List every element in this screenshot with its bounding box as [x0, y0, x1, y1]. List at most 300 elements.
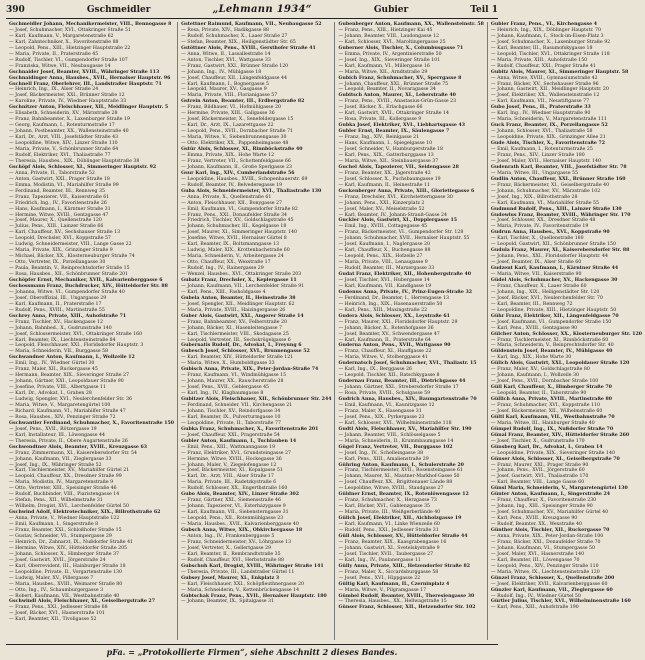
directory-entry: — Leopold, Tischler, XII., Ratschkygasse 8: [338, 373, 440, 379]
directory-entry: — Rudolf, Schlosser, XX., Engerthstraße 160: [181, 486, 288, 492]
directory-entry: Gubesch Josef, Schlosser, XVI., Brunnengasse 52: [181, 349, 310, 355]
directory-entry: Gudzent Karl, Kaufmann, I., Kärntner Straße 44: [490, 266, 619, 272]
directory-entry: — Otto, Vertreter, IX., Porzellangasse 30: [9, 260, 106, 266]
directory-entry: — Rosa, Private, XVIII., Schulgasse 59: [338, 391, 431, 397]
directory-entry: — Josef, Schlosser, X., Puchsbaumgasse 19: [338, 176, 441, 182]
directory-entry: — Maria, Private, XIX., Grinzinger Straße 9: [9, 248, 113, 254]
directory-entry: — Franz, Bäcker, XV., Sechshauser Straße 96: [490, 81, 599, 87]
directory-entry: — Anton, Ing., IV., Frankenberggasse 5: [181, 533, 275, 539]
directory-entry: Gschnaidinger Anna, Hausbes., XVII., Hernalser Hauptstr. 96: [9, 75, 171, 81]
directory-entry: — Franz, Vertreter, VII., Schottenfeldgasse 66: [181, 158, 291, 164]
directory-entry: — Otto, Vertreter, XIII., Speisinger Straße 46: [9, 486, 117, 492]
directory-entry: — Otto, Chauffeur, XX., Wexstraße 17: [181, 260, 271, 266]
directory-entry: Güll Alois, Schlosser, XV., Hütteldorfer Straße 44: [338, 533, 468, 539]
directory-entry: — Heinrich, Ing., XIX., Hasenauerstraße 50: [338, 301, 443, 307]
directory-entry: — Leopold, Tischler, XVI., Ottakringer Straße 118: [490, 51, 610, 57]
directory-entry: Gschnitzer Anton, Fleischhauer, XII., Meidlinger Hauptstr. 5: [9, 105, 169, 111]
directory-entry: Gubsey Josef, Maurer, XI., Enkplatz 3: [181, 575, 280, 581]
directory-entry: — Josef, Schlossermeister, XVI., Ottakringer Straße 160: [9, 331, 143, 337]
directory-entry: — Karl, Beamter, XIV., Hütteldorfer Straße 121: [181, 355, 294, 361]
column-2: [178, 22, 335, 640]
directory-entry: — Franz, Maler, X., Siccardsburggasse 58: [338, 569, 439, 575]
directory-entry: — Karl, Ing., IV., Wiedner Hauptstraße 90: [490, 111, 591, 117]
page-number: 390: [6, 5, 25, 15]
directory-entry: — Hermine, Witwe, XVIII., Gentzgasse 47: [9, 212, 109, 218]
directory-entry: — Josef, Ing., XIX., Billrothstraße 28: [490, 194, 578, 200]
directory-entry: — Franziska, Witwe, VII., Neubaugasse 14: [9, 63, 111, 69]
directory-entry: Güldner Ernst, Beamter, IX., Rotenlöwengasse 12: [338, 492, 469, 498]
directory-entry: — Josef, Bäcker, XVI., Neulerchenfelder Str. 70: [490, 295, 603, 301]
directory-entry: — Maria, Witwe, XII., Steinbauergasse 37: [338, 158, 439, 164]
directory-entry: Günzel Franz, Schlosser, X., Quellenstraße 200: [490, 575, 615, 581]
directory-entry: — Josef, Pens., XIX., Pyrkergasse 23: [338, 414, 425, 420]
directory-entry: Gudera Alois, Schlosser, XX., Leystraße 61: [338, 313, 450, 319]
directory-entry: Guckler Alois, Gastwirt, XI., Dopplergasse 15: [338, 218, 458, 224]
directory-entry: — Franz, Schuhmacher, X., Herzgasse 73: [338, 498, 437, 504]
directory-entry: — Johann, Postbeamter, XX., Wallensteinstraße 40: [9, 129, 129, 135]
directory-entry: — Maria, Private, III., Radetzkystraße 6: [181, 480, 277, 486]
directory-entry: — Karl, Kaufmann, II., Praterstraße 64: [338, 337, 431, 343]
directory-entry: — Emil, Kaufmann, VI., Kaunitzgasse 12: [338, 403, 435, 408]
directory-entry: — Franz, Maler, XII., Ruckergasse 45: [9, 367, 98, 373]
directory-entry: — Karl, Beamter, XII., Tivoligasse 52: [9, 617, 97, 623]
directory-entry: — Rudolf, Ing., IV., Rainergasse 29: [181, 266, 264, 272]
directory-entry: — Maria, Schneiderin, II., Krummbaumgasse 14: [338, 438, 454, 444]
directory-entry: — Franz, Beamter, XX., Jägerstraße 42: [338, 170, 431, 176]
directory-entry: — Leopold, Pens., XIII., Hietzinger Hauptstraße 22: [9, 45, 131, 51]
directory-entry: — Josef, Tischler, XVI., Hubergasse 14: [338, 277, 430, 283]
directory-entry: — Josef, Ing., XIX., Sieveringer Straße 101: [338, 57, 441, 63]
directory-entry: — Heinrich, Ing., XIX., Döblinger Hauptstr. 70: [490, 27, 601, 33]
directory-entry: — Karl, Kaufmann, II., Heinestraße 11: [338, 182, 430, 188]
directory-entry: — Karl, Schlosser, XVI., Maroltingergasse 25: [338, 39, 446, 45]
directory-entry: — Josef, Chauffeur, XII., Längenfeldgasse 44: [181, 75, 287, 81]
directory-entry: Güllich Anna, Private, XVIII., Martinstraße 80: [490, 397, 613, 403]
directory-entry: — Josef, Maler, XVII., Hernalser Hauptstr. 140: [490, 158, 602, 164]
directory-entry: Günser Franz, Schlosser, XII., Hetzendorfer Str. 102: [338, 605, 476, 611]
directory-entry: — Leopold, Beamter, II., Novaragasse 34: [338, 87, 436, 93]
directory-entry: — Franz, Gastwirt, XXI., Brünner Straße 120: [181, 63, 289, 69]
directory-entry: — Franz, Zimmermann, XI., Kaiserebersdorfer Str. 54: [9, 450, 137, 456]
directory-entry: — Leopold, Beamter, II., Taborstraße 90: [490, 391, 587, 397]
directory-entry: — Johann, Pens., XXI., Kinzerplatz 2: [338, 200, 425, 206]
directory-entry: — Franz, Beamter, XIX., Kaasgrabengasse 16: [338, 539, 447, 545]
directory-entry: — Franz, Bahnbeamter, XV., Felberstraße 20: [181, 319, 287, 325]
directory-entry: — Karl, Ing., IV., Paulanergasse 11: [338, 557, 421, 563]
directory-entry: Guderna Anton, Pens., XVII., Wattgasse 90: [338, 343, 451, 349]
directory-entry: — Maria, Witwe, XII., Arndtstraße 29: [338, 69, 428, 75]
directory-entry: — Maria, Schneiderin, V., Arbeitergasse 24: [181, 254, 284, 260]
directory-entry: — Rudolf, Ing., IV., Wiedner Gürtel 50: [490, 593, 581, 599]
directory-entry: Gülich Josef, Elektriker, XII., Aichholzgasse 19: [338, 516, 462, 522]
directory-entry: — Karl, Oberrevident, III., Hainburger Straße 18: [9, 563, 126, 569]
directory-entry: — Maria, Private, VIII., Lenaugasse 9: [338, 260, 428, 266]
directory-entry: — Anna, Witwe, XVIII., Gymnasiumstraße 42: [490, 75, 598, 81]
directory-entry: — Franz, Maurer, XXI., Floridsdorfer Hauptstr. 29: [338, 319, 458, 325]
directory-entry: — Josef, Oberoffizial, III., Ungargasse 29: [9, 295, 107, 301]
directory-entry: — Franz, Pens., XXI., Donaufelder Straße 34: [181, 212, 288, 218]
directory-entry: — Josef, Vertreter, X., Gellertgasse 29: [181, 545, 271, 551]
directory-entry: Gühr Franz, Elektriker, XII., Längenfeldgasse 70: [490, 313, 619, 319]
directory-entry: — Karl, Beamter, IX., Pulverturmgasse 10: [181, 414, 281, 420]
directory-entry: — Johann, Chauffeur, XXI., Brünner Straße 75: [338, 81, 449, 87]
directory-entry: — Leopold, Fleischhauer, XXI., Floridsdorfer Hauptstr. 3: [9, 343, 144, 349]
directory-entry: — Franz, Chauffeur, X., Laaer Straße 60: [490, 283, 587, 289]
column-3: [335, 22, 487, 640]
directory-entry: — Karl, Beamter, IX., Liechtensteinstraße 84: [9, 337, 116, 343]
directory-entry: — Rudolf, Beamter, XX., Wexstraße 40: [490, 522, 582, 528]
directory-entry: — Maria, Schneiderin, V., Kettenbrückengasse 14: [181, 587, 300, 593]
directory-entry: Gubo Josef, Pens., II., Praterstraße 33: [490, 105, 591, 111]
directory-entry: Gubka Franz, Schuhmacher, X., Favoritenstraße 201: [181, 426, 319, 432]
directory-entry: Gschnell Franz, Oberlehrer, III., Landstraßer Hauptstr. 71: [9, 81, 162, 87]
directory-entry: — Richard, Kaufmann, VI., Mariahilfer Straße 47: [9, 408, 126, 414]
directory-entry: Gubitsch Anton, Maurer, XI., Leberstraße 40: [338, 93, 456, 99]
directory-entry: — Maria, Hausbes., XVIII., Weimarer Straße 80: [9, 581, 123, 587]
directory-entry: Gschmeidler Johann, Mechanikermeister, VIII., Bennogasse 8: [9, 22, 172, 27]
directory-entry: — Josef, Pens., XVII., Rötzergasse 19: [9, 426, 97, 432]
directory-entry: — Leopold, Pens., XIX., Hofzeile 27: [338, 254, 423, 260]
directory-entry: — Karl, Pens., XIX., Gatterburggasse 13: [338, 152, 434, 158]
directory-entry: Gühring Anton, Kaufmann, I., Schulerstraße 20: [338, 462, 464, 468]
directory-entry: Gudtl Alois, Fleischhauer, XV., Mariahilfer Str. 190: [338, 426, 472, 432]
directory-entry: — Heinrich, Ing., IX., Alser Straße 24: [9, 87, 99, 93]
page-footer: pFa. = „Protokollierte Firmen“, siehe Abschnitt 2 dieses Bandes.: [6, 644, 498, 657]
directory-entry: Günter Anton, Kaufmann, I., Singerstraße 24: [490, 492, 610, 498]
directory-entry: Gschöpf Alois, Schlosser, XI., Simmeringer Hauptstr. 92: [9, 164, 157, 170]
directory-entry: — Franz, Tischlermeister, XI., Rinnböckstraße 60: [490, 337, 609, 343]
directory-entry: — Ludwig, Spengler, XVI., Neulerchenfelder Str. 36: [9, 397, 132, 403]
directory-entry: — Karl, Dr., Arzt, VIII., Josefstädter Straße 43: [9, 135, 119, 141]
directory-entry: — Maria, Witwe, X., Humboldtgasse 33: [181, 361, 275, 367]
directory-entry: — Karl, Dr., Arzt, VIII., Alser Straße 17: [181, 474, 274, 480]
directory-entry: — Josef, Pens., XVI., Hippgasse 22: [338, 575, 421, 581]
directory-entry: Gubitzer Alois, Fleischhauer, XII., Schönbrunner Str. 244: [181, 397, 332, 403]
directory-entry: Gubler Ernst, Beamter, IX., Säulengasse 7: [338, 129, 450, 135]
directory-entry: — Franz, Pens., XVIII., Anastasius-Grün-Gasse 23: [338, 99, 457, 105]
directory-entry: — Karl, Pens., XIII., Fasholdgasse 4: [181, 289, 266, 295]
directory-entry: — Maria, Schneiderin, VII., Burggasse 58: [9, 349, 109, 355]
directory-entry: — Friedrich, Tischler, XV., Goldschlagstraße 45: [181, 218, 294, 224]
directory-entry: — Karl, Beamter, III., Löwengasse 70: [490, 557, 580, 563]
directory-entry: — Johann, Bäcker, X., Rotenhofgasse 36: [338, 325, 434, 331]
directory-entry: — Maria, Witwe, V., Siebenbrunnengasse 30: [181, 135, 287, 141]
directory-entry: — Johann, Ing., IV., Mühlgasse 18: [181, 69, 262, 75]
directory-entry: Gubschuh Karl, Drogist, XVIII., Währinger Straße 141: [181, 563, 324, 569]
directory-entry: Gudowius Franz, Beamter, XVIII., Währinger Str. 170: [490, 212, 631, 218]
directory-entry: — Johann, Tapezierer, VI., Esterházygasse 9: [181, 504, 286, 510]
directory-entry: — Emma, Modistin, VI., Mariahilfer Straße 99: [9, 182, 119, 188]
directory-entry: — Georg, Kaufmann, I., Rotenturmstraße 17: [9, 123, 115, 129]
directory-entry: Guckenberger Anna, Private, XIII., Gloriettegasse 6: [338, 188, 475, 194]
directory-entry: — Rosa, Hausbes., XIV., Penzinger Straße 72: [9, 414, 116, 420]
directory-entry: — Karl, Kaufmann, VII., Neustiftgasse 77: [490, 99, 590, 105]
directory-entry: — Johann, Beamter, IX., Spitalgasse 31: [181, 599, 274, 605]
directory-entry: — Josef, Kaufmann, I., Naglergasse 20: [338, 242, 430, 248]
directory-entry: — Karl, Bäcker, XVI., Gablenzgasse 35: [338, 504, 431, 510]
directory-entry: — Karl, Pens., XIII., Amalienstraße 29: [338, 456, 429, 462]
directory-entry: — Anna, Private, XIX., Peter-Jordan-Straße 100: [490, 533, 604, 539]
directory-entry: — Franz, Bäckermeister, XI., Geiselbergstraße 40: [490, 182, 610, 188]
directory-entry: Gülcher Anton, Schlosser, XX., Klosterneuburger Str. 120: [490, 331, 643, 337]
directory-entry: — Johann, Gärtner, XXI., Strebersdorfer Straße 17: [338, 385, 459, 391]
directory-entry: — Paula, Beamtin, V., Reinprechtsdorfer Straße 15: [9, 266, 130, 272]
directory-entry: — Wenzel, Hausbes., XVI., Ottakringer Straße 203: [181, 272, 302, 278]
directory-entry: — Karl, Kaufmann, VI., Linke Wienzeile 60: [338, 522, 440, 528]
directory-entry: Gubatz Franz, Drechsler, X., Keplergasse 11: [181, 277, 297, 283]
directory-entry: — Josef, Chauffeur, XXI., Pragerstraße 54: [181, 432, 280, 438]
directory-entry: — Karl, Tischler, X., Quellenstraße 180: [490, 236, 584, 242]
directory-entry: — Rosa, Private, III., Kollergasse 9: [338, 117, 422, 123]
directory-entry: — Johann, Kaufmann, VI., Stumpergasse 50: [490, 545, 596, 551]
directory-entry: — Stefan, Pens., XII., Wilhelmstraße 31: [9, 498, 103, 504]
directory-entry: Günsberg Karl, Dr., Advokat, I., Graben 14: [490, 444, 603, 450]
entry-columns: [6, 22, 643, 640]
directory-entry: — Leopold, Gastwirt, XII., Schönbrunner Straße 150: [490, 242, 617, 248]
directory-entry: — Johann, Schuhmacher, XV., Märzstraße 102: [490, 188, 601, 194]
directory-entry: — Karl, Installateur, III., Löwengasse 44: [9, 432, 105, 438]
directory-entry: Gsur Karl, Ing., XIV., Cumberlandstraße 56: [181, 170, 295, 176]
directory-entry: — Anton, Gastwirt, XXI., Prager Straße 18: [9, 176, 110, 182]
directory-entry: — Karl, Kaufmann, VI., Millergasse 16: [338, 63, 430, 69]
directory-entry: Güll Karl, Chauffeur, X., Himberger Straße 70: [490, 385, 612, 391]
directory-entry: — Otto, Elektriker, XX., Pappenheimgasse 48: [181, 141, 289, 147]
directory-entry: — Anna, Private, II., Taborstraße 52: [9, 170, 95, 176]
directory-entry: — Gustav, Schneider, VI., Stumpergasse 29: [9, 533, 112, 539]
directory-entry: — Franz, Beamter, XXI., Schloßhofer Straße 15: [9, 528, 122, 534]
directory-entry: — Karl, Kaufmann, I., Bognergasse 5: [181, 81, 270, 87]
directory-entry: — Anna, Witwe, II., Lassallestraße 14: [181, 51, 271, 57]
directory-entry: — Elisabeth, Schneiderin, XV., Märzstraße 28: [9, 111, 118, 117]
directory-entry: — Johann, Kaufmann, I., Stock-im-Eisen-Platz 3: [490, 33, 604, 39]
directory-entry: Gültig Karl, Kaufmann, II., Czerninplatz 4: [338, 581, 450, 587]
directory-entry: — Josef, Elektriker, XX., Wallensteinstraße 12: [490, 93, 600, 99]
directory-entry: — Karl, Pens., XVIII., Gentzgasse 90: [490, 325, 578, 331]
directory-entry: — Johann, Bäcker, XI., Hasenleitengasse 7: [181, 325, 282, 331]
directory-entry: — Hans, Kaufmann, I., Kärntner Straße 31: [9, 206, 111, 212]
directory-entry: — Hermine, Witwe, XVIII., Hockegasse 36: [181, 456, 282, 462]
directory-entry: — Karl, Tischlermeister, XV., Mariahilfer Gürtel 21: [9, 468, 130, 474]
directory-entry: Gubenberger Anton, Kaufmann, XX., Wallensteinstr. 58: [338, 22, 484, 27]
directory-entry: Güldenstein Josef, Beamter, IV., Mühlgasse 40: [490, 349, 613, 355]
directory-entry: Gudernatsch Josef, Schuhmacher, XVI., Thaliastr. 15: [338, 361, 477, 367]
directory-entry: — Maria, Private, XVIII., Haizingergasse 26: [181, 307, 286, 313]
directory-entry: Gudula Franz, Maurer, XI., Kaiserebersdorfer Str. 88: [490, 248, 630, 254]
directory-entry: — Hermine, Witwe, XIV., Hütteldorfer Straße 205: [9, 545, 128, 551]
directory-entry: — Ferdinand, Beamter, III., Rennweg 35: [9, 188, 105, 194]
directory-entry: — Leopoldine, Hausbes., XVIII., Schopenhauerstr. 69: [181, 176, 308, 182]
directory-entry: Gudlin Anton, Chauffeur, XXI., Brünner Straße 160: [490, 176, 626, 182]
directory-entry: — Anna, Private, V., Wiedner Hauptstraße 122: [9, 516, 120, 522]
directory-entry: — Maria, Private, II., Praterstraße 45: [9, 51, 99, 57]
directory-entry: — Josef, Pens., XVII., Dornbacher Straße 100: [490, 379, 599, 385]
directory-entry: — Josef, Bäckermeister, XI., Kopalgasse 51: [181, 468, 283, 474]
directory-entry: — Karl, Gastwirt, XVII., Ottakringer Straße 14: [338, 111, 450, 117]
directory-entry: — Hermann, Beamter, XIX., Sieveringer Straße 27: [9, 373, 130, 379]
directory-entry: — Emma, Private, IV., Argentinierstraße 50: [338, 51, 442, 57]
directory-entry: — Leopold, Pens., XII., Rotenmühlgasse 23: [181, 516, 284, 522]
directory-entry: Gschwindl Alois, Fleischhauer, XI., Geiselbergstraße 27: [9, 599, 155, 605]
directory-entry: — Franz, Tischlermeister, XVII., Rosensteingasse 61: [338, 468, 463, 474]
directory-entry: — Ludwig, Maler, XV., Pillergasse 7: [9, 575, 94, 581]
directory-entry: — Maria, Witwe, V., Pilgramgasse 17: [338, 587, 427, 593]
directory-entry: — Johanna, Witwe, VI., Gumpendorfer Straße 40: [9, 289, 125, 295]
page-header: [6, 4, 498, 19]
directory-entry: — Leopoldine, Private, XIII., Hietzinger Hauptstr. 50: [490, 307, 617, 313]
directory-entry: — Maria, Schneiderin, V., Margaretenstraße 111: [490, 117, 607, 123]
directory-entry: — Ferdinand, Dr., Beamter, I., Herrengasse 13: [338, 295, 450, 301]
directory-entry: — Franz, Elektriker, XVI., Grundsteingasse 27: [181, 450, 291, 456]
directory-entry: — Josef, Schuhmacher, XVI., Ottakringer Straße 51: [9, 27, 131, 33]
directory-entry: — Karl, Ing., IX., Berggasse 26: [338, 367, 412, 373]
directory-entry: — Johann, Beamter, VIII., Laudongasse 12: [338, 33, 440, 39]
directory-entry: — Josef, Schuhmacher, X., Laxenburger Straße 92: [490, 39, 611, 45]
directory-entry: Guchel Alois, Tapezierer, VII., Seidengasse 28: [338, 164, 459, 170]
directory-entry: — Hermine, Private, XIII., Gallgasse 36: [181, 111, 275, 117]
directory-entry: — Leopold, Drechsler, XVI., Koppstraße 57: [9, 236, 111, 242]
directory-entry: — Ludwig, Maler, XIX., Krottenbachstraße 60: [181, 248, 290, 254]
directory-entry: Gubsch Anna, Witwe, XIX., Obkirchergasse 18: [181, 528, 303, 534]
directory-entry: Gschwantler Ferdinand, Schuhmacher, X., Favoritenstraße 150: [9, 420, 175, 426]
directory-entry: — Johann, Kaufmann, VII., Lerchenfelder Straße 91: [181, 283, 305, 289]
directory-entry: — Maria, Hausbes., XVII., Kalvarienberggasse 40: [181, 522, 299, 528]
directory-entry: Gudmund Rudolf, Pens., XIII., Lainzer Straße 130: [490, 206, 622, 212]
directory-entry: — Josef, Chauffeur, XX., Brigittenauer Lände 88: [338, 480, 453, 486]
directory-entry: — Josef, Gastwirt, XVI., Thaliastraße 170: [490, 474, 589, 480]
directory-entry: — Hans, Kaufmann, I., Spiegelgasse 10: [338, 141, 433, 147]
directory-entry: — Rudolf, Buchbinder, VIII., Piaristengasse 14: [9, 492, 120, 498]
directory-entry: — Emil, Pens., XIII., Wattmanngasse 19: [181, 444, 276, 450]
directory-entry: — Karl, Beamter, IX., Boltzmanngasse 13: [181, 242, 279, 248]
directory-entry: — Franz, Pens., XIII., Hietzinger Kai 45: [338, 27, 433, 33]
directory-entry: — Maria, Private, IV., Favoritenstraße 19: [490, 224, 589, 230]
directory-entry: — Franz, Maler, X., Hasengasse 31: [338, 408, 422, 414]
directory-entry: — Josef, Schlosser, XX., Dresdner Straße 48: [490, 218, 596, 224]
directory-entry: — Josef, Bäckermeister, XII., Wilhelmstraße 60: [490, 408, 603, 414]
directory-entry: — Karl, Pens., XVIII., Kreuzgasse 90: [490, 516, 578, 522]
directory-entry: — Emil, Ing., XVIII., Cottagegasse 45: [338, 224, 428, 230]
header-right-word: Gubier: [373, 5, 409, 15]
directory-entry: Gudernau Franz, Beamter, III., Dietrichgasse 44: [338, 379, 466, 385]
directory-entry: Gude Alois, Tischler, X., Favoritenstraße 72: [490, 141, 606, 147]
directory-entry: Gschöpfer Ernst, Mechaniker, XVII., Kalvarienberggasse 6: [9, 277, 163, 283]
directory-entry: — Franz, Tischler, XV., Hackengasse 12: [9, 319, 103, 325]
directory-entry: — Johann, Schlosser, XVI., Thaliastraße 58: [490, 129, 593, 135]
directory-entry: — Maria, Witwe, VII., Kaiserstraße 90: [490, 272, 582, 278]
directory-entry: Gubela Anton, Beamter, II., Heinestraße 38: [181, 295, 296, 301]
directory-entry: — Rudolf, Chauffeur, XXI., Prager Straße 41: [490, 63, 596, 69]
column-4: [488, 22, 645, 640]
directory-entry: — Maria, Schneiderin, V., Reinprechtsdorfer Str. 40: [490, 343, 614, 349]
directory-entry: — Rudolf, Tischler, VI., Gumpendorfer Straße 107: [9, 57, 128, 63]
directory-entry: Gubernatis Rudolf, Dr., Advokat, I., Freyung 6: [181, 343, 302, 349]
directory-entry: — Otto, Ing., IV., Schaumburgergasse 3: [9, 587, 104, 593]
header-left-word: Gschmeidler: [86, 5, 151, 15]
directory-entry: — Franz, Maurer, XXI., Prager Straße 90: [490, 462, 589, 468]
directory-entry: — Leopoldine, Private, II., Vorgartenstraße 130: [9, 569, 123, 575]
directory-entry: — Franz, Schuhmacher, XVI., Koppstraße 110: [490, 403, 600, 408]
directory-entry: — Theresia, Private, III., Landstraßer Gürtel 11: [181, 569, 295, 575]
directory-entry: — Josef, Maler, XVI., Hasnerstraße 140: [490, 551, 585, 557]
directory-entry: Gudenus Anna, Private, IV., Prinz-Eugen-Straße 32: [338, 289, 472, 295]
directory-entry: Gudat Franz, Elektriker, XII., Hohenbergstraße 40: [338, 272, 471, 278]
directory-entry: — Johann, Pens., XVII., Jörgerstraße 60: [490, 468, 585, 474]
directory-entry: — Leopoldine, Private, XIX., Grinzinger Allee 21: [490, 135, 606, 141]
directory-entry: — Emil, Ing., IV., Wiedner Gürtel 30: [9, 361, 95, 367]
directory-entry: — Anna, Private, X., Quellenstraße 61: [181, 194, 272, 200]
directory-entry: — Maria, Modistin, IV., Margaretenstraße 9: [9, 480, 114, 486]
part-label: Teil 1: [470, 5, 498, 15]
directory-entry: — Franz, Maler, XV., Goldschlagstraße 80: [490, 367, 590, 373]
directory-entry: — Josef, Bäcker, X., Erlachgasse 66: [338, 105, 423, 111]
directory-entry: — Josef, Bäcker, XVI., Hasnerstraße 101: [9, 611, 105, 617]
directory-entry: — Franz, Bäckermeister, VI., Gumpendorfer Str. 128: [338, 230, 464, 236]
directory-entry: — Johann, Tischler, XV., Reindorfgasse 34: [181, 408, 281, 414]
directory-entry: Gubler Anton, Kaufmann, I., Tuchlauben 14: [181, 438, 297, 444]
directory-entry: — Johann, Bahnbed., X., Gudrunstraße 140: [9, 325, 112, 331]
directory-entry: Guck Franz, Beamter, IX., Porzellangasse 52: [490, 123, 608, 129]
directory-entry: — Emma, Private, XIX., Hohe Warte 12: [181, 152, 275, 158]
directory-entry: — Johann, Kaufmann, VII., Zieglergasse 33: [9, 456, 112, 462]
directory-entry: Gubo Alois, Beamter, XIV., Linzer Straße 302: [181, 492, 300, 498]
directory-entry: — Josef, Maurer, XI., Simmeringer Hauptstr. 140: [181, 230, 298, 236]
directory-entry: Günsl Maria, Schneiderin, V., Margaretengürtel 130: [490, 486, 628, 492]
directory-entry: — Leopold, Pens., XVII., Dornbacher Straße 71: [181, 129, 294, 135]
directory-entry: — Franz, Bildhauer, VI., Hofmühlgasse 20: [181, 105, 281, 111]
directory-entry: — Franz, Gärtner, XXI., Siemensstraße 46: [181, 498, 281, 504]
directory-entry: — Rosa, Hausbes., XII., Schönbrunner Straße 201: [9, 272, 129, 278]
directory-entry: — Josef, Ing., IV., Schelleingasse 38: [338, 450, 424, 456]
directory-entry: — Karl, Tischlermeister, VIII., Skodagasse 25: [181, 331, 289, 337]
directory-entry: — Karoline, Private, IV., Wiedner Hauptstraße 33: [9, 99, 127, 105]
directory-entry: Güdel Alois, Schuhmacher, XV., Hackengasse 30: [490, 277, 618, 283]
directory-entry: — Rudolf, Pens., XXI., Jedleseer Straße 31: [338, 528, 439, 534]
directory-entry: — Rudolf, Elektriker, XVI., Thaliastraße 77: [9, 152, 111, 158]
directory-entry: — Johann, Kaufmann, II., Große Sperlgasse 23: [181, 164, 293, 170]
directory-entry: Gschrey Anna, Private, XIII., Auhofstraße 71: [9, 313, 127, 319]
directory-entry: Gstrein Anton, Beamter, III., Erdbergstraße 82: [181, 99, 305, 105]
directory-entry: — Josef, Schuhmacher, XV., Mariahilfer Gürtel 40: [490, 510, 609, 516]
directory-entry: Gügel Franz, Vertreter, VII., Burggasse 102: [338, 444, 453, 450]
directory-entry: — Johann, Maler, V., Ziegelofengasse 12: [181, 462, 277, 468]
directory-entry: — Karl, Kaufmann, II., Praterstraße 17: [9, 301, 102, 307]
directory-entry: — Josefine, Private, VIII., Albertgasse 11: [9, 385, 106, 391]
directory-entry: — Anton, Fleischhauer, XII., Bonygasse 27: [181, 200, 283, 206]
directory-entry: Gubka Josef, Elektriker, XVI., Liebhartsgasse 43: [338, 123, 465, 129]
directory-entry: Gudenrath Karl, Beamter, VIII., Josefstädter Str. 78: [490, 164, 627, 170]
directory-entry: Günther Alois, Tischler, XII., Ruckergasse 70: [490, 528, 610, 534]
directory-entry: — Johann, Ing., XIX., Heiligenstädter Str. 120: [490, 289, 600, 295]
directory-entry: — Emil, Kaufmann, I., Singerstraße 8: [9, 522, 99, 528]
directory-entry: — Johann, Kaufmann, I., Wollzeile 30: [490, 373, 580, 379]
directory-entry: — Franz, Bäcker, XXI., Donaufelder Straße 70: [490, 539, 601, 545]
directory-entry: — Franz, Drechsler, XVI., Kirchstetterngasse 30: [338, 194, 453, 200]
directory-entry: Gschwendtner Alois, Beamter, XVIII., Kreuzgasse 63: [9, 444, 148, 450]
directory-entry: — Karl, Beamter, III., Rasumofskygasse 18: [490, 45, 593, 51]
directory-entry: Gudrich Anna, Hausbes., XIV., Baumgartenstraße 70: [338, 397, 477, 403]
directory-entry: Gubtschak Franz, Pens., XVII., Hernalser Hauptstr. 180: [181, 593, 327, 599]
directory-entry: Guberner Alois, Tischler, X., Columbusgasse 71: [338, 45, 464, 51]
directory-entry: — Emil, Kaufmann, I., Rotenturmstraße 25: [490, 147, 593, 153]
directory-entry: — Leopoldine, Private, II., Taborstraße 77: [181, 420, 281, 426]
directory-entry: — Maria, Witwe, III., Hainburger Straße 40: [490, 420, 595, 426]
directory-entry: Guber Alois, Gastwirt, XXI., Angerer Straße 14: [181, 313, 304, 319]
directory-entry: — Karl, Pens., XIII., Auhofstraße 190: [490, 605, 579, 611]
directory-entry: — Karl, Ing., IV., Klagbaumgasse 8: [181, 391, 264, 397]
directory-entry: — Johann, Schuhmacher, XVII., Hernalser Hauptstr. 55: [338, 236, 470, 242]
directory-entry: — Johann, Maurer, XI., Mautner-Markhof-Gasse 50: [338, 474, 460, 480]
directory-entry: — Karl, Pens., XIII., Maxingstraße 22: [338, 307, 428, 313]
